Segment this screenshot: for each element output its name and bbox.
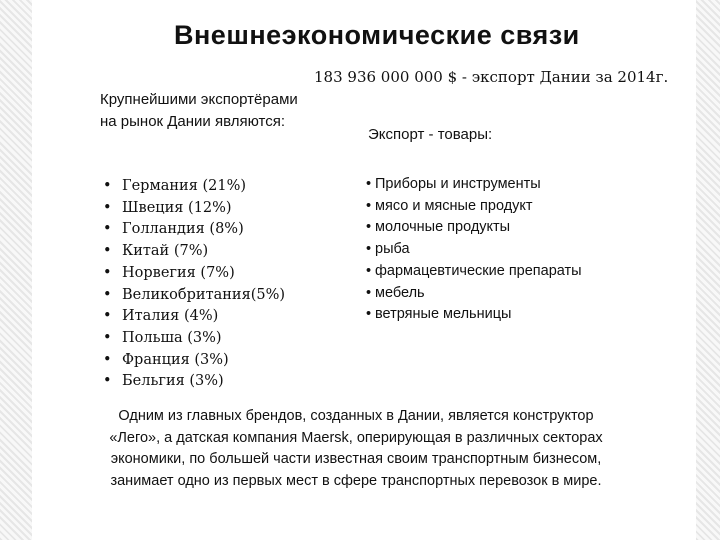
list-item <box>103 198 285 220</box>
paragraph-brand-name: Maersk <box>301 429 349 446</box>
goods-label: молочные продукты <box>375 219 511 236</box>
country-label: Германия (21%) <box>122 178 247 194</box>
left-decorative-border <box>0 0 32 540</box>
list-item <box>103 285 285 307</box>
goods-label: Приборы и инструменты <box>375 176 541 192</box>
export-total-text: 183 936 000 000 $ - экспорт Дании за 2014г. <box>314 68 669 86</box>
country-label: Италия (4%) <box>122 308 219 325</box>
country-label: Голландия (8%) <box>122 221 244 238</box>
list-item <box>366 304 582 326</box>
bullet-icon: • <box>103 264 112 281</box>
export-goods-list <box>366 174 582 326</box>
bullet-icon: • <box>366 197 372 214</box>
goods-label: ветряные мельницы <box>375 306 512 323</box>
list-item <box>103 306 285 328</box>
bullet-icon: • <box>366 284 372 301</box>
bullet-icon: • <box>366 306 372 323</box>
list-item <box>366 174 582 196</box>
right-decorative-border <box>696 0 720 540</box>
bullet-icon: • <box>103 351 112 368</box>
bullet-icon: • <box>103 199 112 216</box>
paragraph-text-end: , оперирующая в различных секторах экономики, по большей части известная своим транспортным бизнесом, занимает одно из первых мест в сфере транспортных перевозок в мире. <box>110 429 603 489</box>
goods-label: рыба <box>375 241 410 258</box>
goods-label: мясо и мясные продукт <box>375 197 533 214</box>
bullet-icon: • <box>366 241 372 258</box>
list-item <box>366 239 582 261</box>
goods-label: мебель <box>375 284 425 301</box>
bullet-icon: • <box>103 286 112 303</box>
exporters-heading: Крупнейшими экспортёрами на рынок Дании являются: <box>100 91 298 130</box>
bullet-icon: • <box>366 262 372 279</box>
list-item <box>103 371 285 393</box>
list-item <box>103 241 285 263</box>
list-item <box>103 219 285 241</box>
goods-label: фармацевтические препараты <box>375 262 582 279</box>
country-list <box>103 176 285 393</box>
bullet-icon: • <box>366 219 372 236</box>
paragraph-text-start: Одним из главных брендов, созданных в Дании, является конструктор «Лего», а датская компания <box>109 408 594 446</box>
country-label: Норвегия (7%) <box>122 264 235 281</box>
bullet-icon: • <box>366 176 372 192</box>
list-item <box>103 328 285 350</box>
bullet-icon: • <box>103 373 112 390</box>
list-item <box>366 196 582 218</box>
list-item <box>103 263 285 285</box>
list-item <box>366 283 582 305</box>
list-item <box>366 261 582 283</box>
bullet-icon: • <box>103 178 112 194</box>
country-label: Бельгия (3%) <box>122 373 224 390</box>
bullet-icon: • <box>103 243 112 260</box>
country-label: Китай (7%) <box>122 243 209 260</box>
slide-title: Внешнеэкономические связи <box>174 20 580 50</box>
bullet-icon: • <box>103 308 112 325</box>
bullet-icon: • <box>103 329 112 346</box>
country-label: Швеция (12%) <box>122 199 232 216</box>
list-item <box>366 217 582 239</box>
country-label: Великобритания(5%) <box>122 286 286 303</box>
bullet-icon: • <box>103 221 112 238</box>
country-label: Франция (3%) <box>122 351 229 368</box>
country-label: Польша (3%) <box>122 329 222 346</box>
list-item <box>103 350 285 372</box>
list-item <box>103 176 285 198</box>
goods-heading: Экспорт - товары: <box>368 126 493 143</box>
brand-paragraph <box>96 406 616 492</box>
